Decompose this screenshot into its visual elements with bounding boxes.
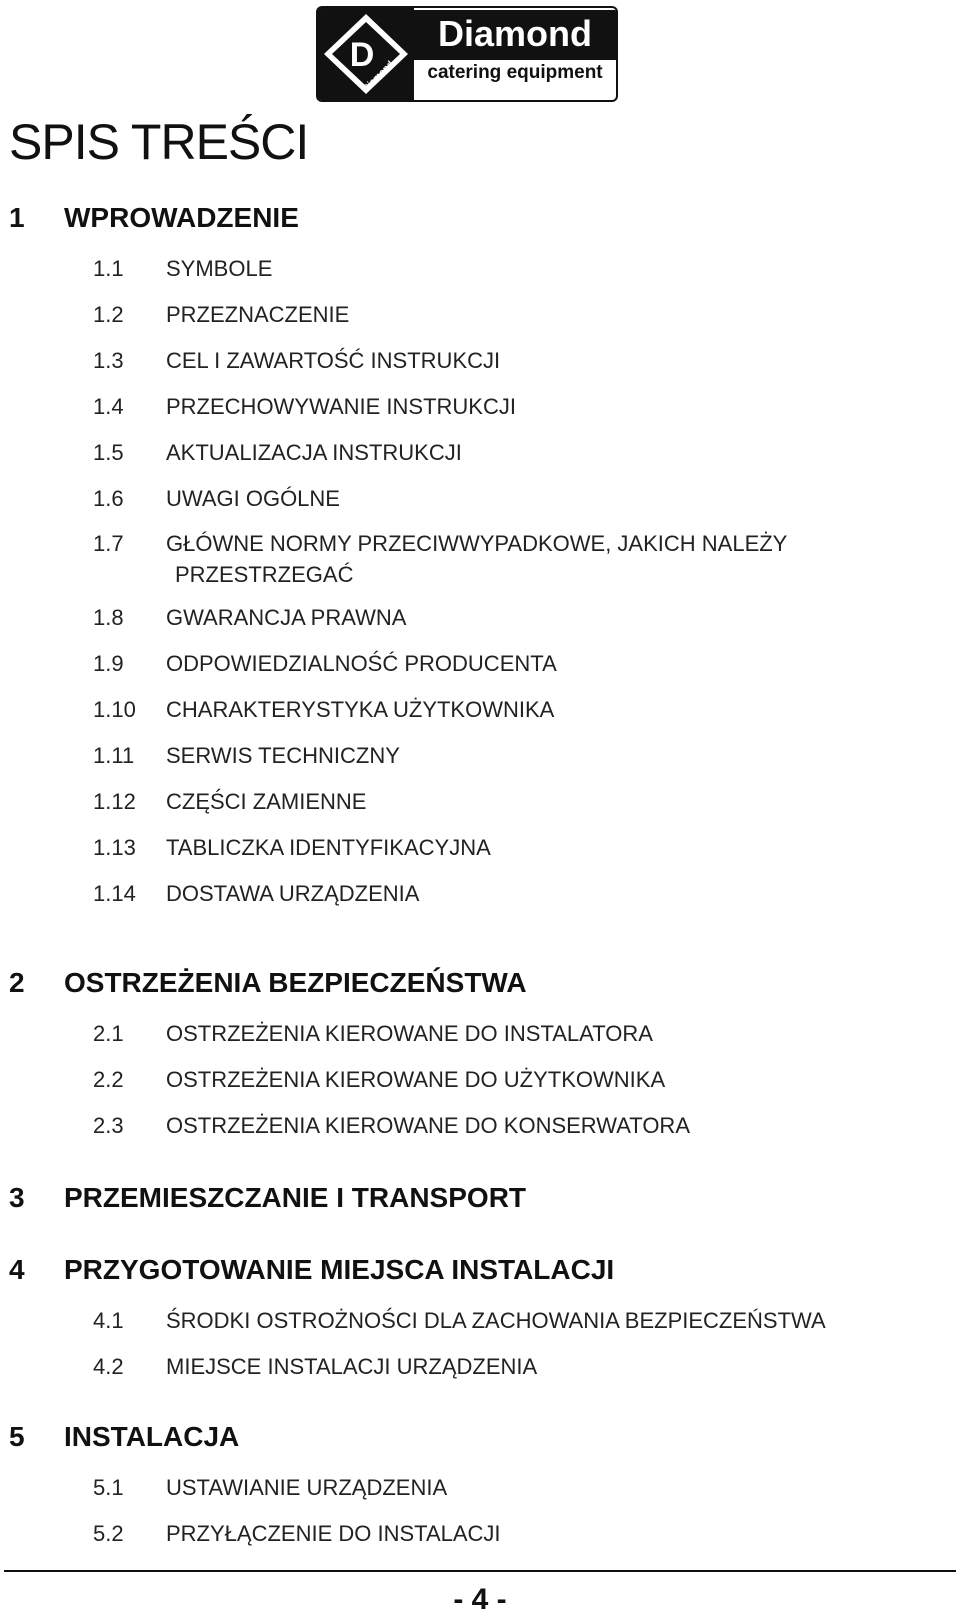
item-title: DOSTAWA URZĄDZENIA xyxy=(166,881,420,906)
item-number: 4.1 xyxy=(93,1308,124,1333)
item-number: 1.1 xyxy=(93,256,124,281)
page-title: SPIS TREŚCI xyxy=(9,114,309,170)
logo-tagline: catering equipment xyxy=(427,62,603,83)
item-title: OSTRZEŻENIA KIEROWANE DO KONSERWATORA xyxy=(166,1113,690,1138)
item-title: OSTRZEŻENIA KIEROWANE DO UŻYTKOWNIKA xyxy=(166,1067,666,1092)
item-number: 1.11 xyxy=(93,743,135,768)
item-number: 1.6 xyxy=(93,486,124,511)
section-number: 3 xyxy=(9,1182,25,1213)
item-title xyxy=(166,530,787,589)
section-title: PRZYGOTOWANIE MIEJSCA INSTALACJI xyxy=(64,1254,615,1285)
item-title: CHARAKTERYSTYKA UŻYTKOWNIKA xyxy=(166,697,555,722)
section-number: 1 xyxy=(9,202,25,233)
section-title: PRZEMIESZCZANIE I TRANSPORT xyxy=(64,1182,527,1213)
item-title: CZĘŚCI ZAMIENNE xyxy=(166,789,367,814)
item-title: PRZYŁĄCZENIE DO INSTALACJI xyxy=(166,1521,501,1546)
logo-mark-text: Diamond xyxy=(360,58,396,94)
item-number: 1.4 xyxy=(93,394,124,419)
item-title: USTAWIANIE URZĄDZENIA xyxy=(166,1475,448,1500)
item-title: CEL I ZAWARTOŚĆ INSTRUKCJI xyxy=(166,348,501,373)
item-number: 5.2 xyxy=(93,1521,124,1546)
item-title: GWARANCJA PRAWNA xyxy=(166,605,407,630)
item-number: 1.5 xyxy=(93,440,124,465)
section-number: 2 xyxy=(9,967,25,998)
item-title-continuation: PRZESTRZEGAĆ xyxy=(175,562,354,587)
item-title: MIEJSCE INSTALACJI URZĄDZENIA xyxy=(166,1354,538,1379)
page-number: - 4 - xyxy=(453,1583,507,1616)
item-number: 1.9 xyxy=(93,651,124,676)
section-number: 5 xyxy=(9,1421,25,1452)
item-title: PRZEZNACZENIE xyxy=(166,302,350,327)
item-number: 2.1 xyxy=(93,1021,124,1046)
item-number: 1.8 xyxy=(93,605,124,630)
item-number: 1.2 xyxy=(93,302,124,327)
item-number: 1.12 xyxy=(93,789,136,814)
item-title: PRZECHOWYWANIE INSTRUKCJI xyxy=(166,394,516,419)
item-title-line: GŁÓWNE NORMY PRZECIWWYPADKOWE, JAKICH NALEŻY xyxy=(166,531,788,556)
item-title: AKTUALIZACJA INSTRUKCJI xyxy=(166,440,462,465)
section-title: OSTRZEŻENIA BEZPIECZEŃSTWA xyxy=(64,967,527,998)
section-title: INSTALACJA xyxy=(64,1421,240,1452)
item-number: 1.10 xyxy=(93,697,136,722)
item-number: 1.3 xyxy=(93,348,124,373)
item-number: 2.2 xyxy=(93,1067,124,1092)
item-number: 1.13 xyxy=(93,835,136,860)
section-number: 4 xyxy=(9,1254,25,1285)
brand-logo xyxy=(316,6,618,102)
item-title: OSTRZEŻENIA KIEROWANE DO INSTALATORA xyxy=(166,1021,653,1046)
item-title: ODPOWIEDZIALNOŚĆ PRODUCENTA xyxy=(166,651,557,676)
item-number: 1.14 xyxy=(93,881,136,906)
section-title: WPROWADZENIE xyxy=(64,202,299,233)
diamond-logo-icon xyxy=(318,8,414,100)
footer-divider xyxy=(4,1570,956,1572)
item-title: ŚRODKI OSTROŻNOŚCI DLA ZACHOWANIA BEZPIECZEŃSTWA xyxy=(166,1308,826,1333)
item-title: TABLICZKA IDENTYFIKACYJNA xyxy=(166,835,491,860)
logo-brand-box xyxy=(414,10,616,60)
item-number: 5.1 xyxy=(93,1475,124,1500)
item-number: 1.7 xyxy=(93,531,124,556)
item-number: 4.2 xyxy=(93,1354,124,1379)
logo-mark-letter: D xyxy=(349,36,375,74)
item-title: SERWIS TECHNICZNY xyxy=(166,743,400,768)
item-number: 2.3 xyxy=(93,1113,124,1138)
logo-brand-name: Diamond xyxy=(437,13,592,54)
item-title: SYMBOLE xyxy=(166,256,273,281)
item-title: UWAGI OGÓLNE xyxy=(166,486,340,511)
